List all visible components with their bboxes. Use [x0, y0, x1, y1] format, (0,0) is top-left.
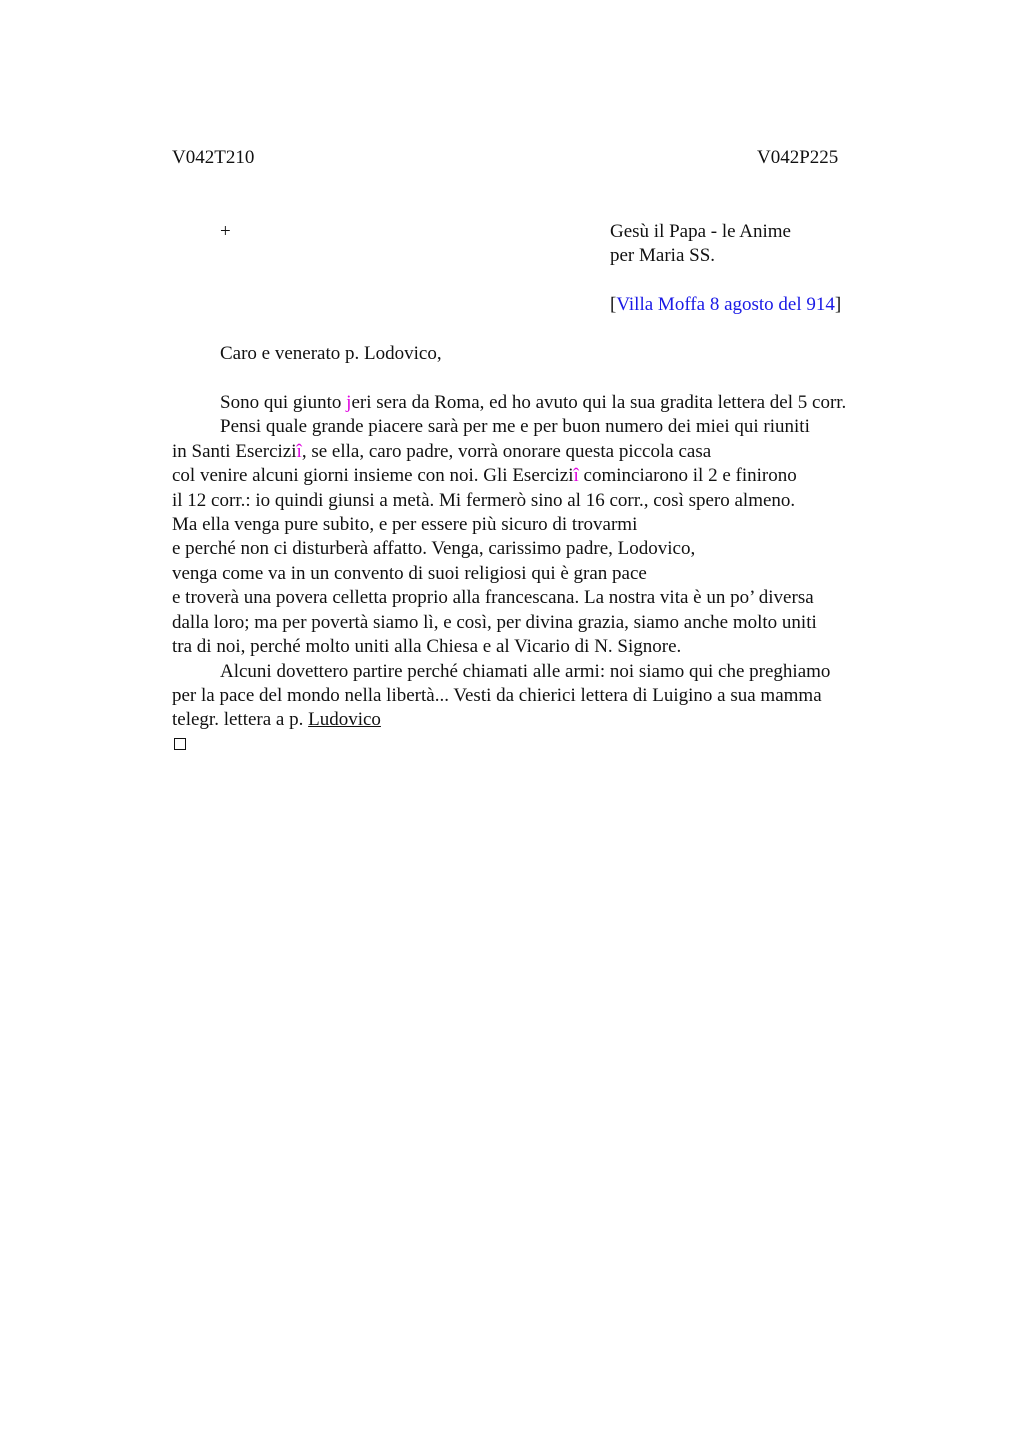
- text-run: eri sera da Roma, ed ho avuto qui la sua gradita lettera del 5 corr.: [351, 392, 847, 413]
- date-bracket-open: [: [610, 294, 617, 315]
- body-line: [220, 391, 846, 415]
- right-code: V042P225: [757, 147, 839, 168]
- underlined-name: Ludovico: [308, 709, 381, 730]
- motto-line-1: Gesù il Papa - le Anime: [610, 221, 791, 242]
- date-text: Villa Moffa 8 agosto del 914: [616, 294, 835, 315]
- annotation-mark: j: [346, 392, 352, 413]
- body-line: dalla loro; ma per povertà siamo lì, e così, per divina grazia, siamo anche molto uniti: [172, 612, 817, 633]
- checkbox-icon: [174, 738, 186, 750]
- body-line: tra di noi, perché molto uniti alla Chiesa e al Vicario di N. Signore.: [172, 636, 682, 657]
- annotation-mark: î: [573, 465, 579, 486]
- body-line: [172, 708, 381, 732]
- body-line: e perché non ci disturberà affatto. Venga, carissimo padre, Lodovico,: [172, 538, 696, 559]
- body-line: [172, 464, 797, 488]
- cross-symbol: +: [220, 221, 231, 242]
- body-line: venga come va in un convento di suoi religiosi qui è gran pace: [172, 563, 647, 584]
- text-run: in Santi Esercizi: [172, 441, 297, 462]
- salutation: Caro e venerato p. Lodovico,: [220, 343, 442, 364]
- text-run: cominciarono il 2 e finirono: [578, 465, 797, 486]
- text-run: , se ella, caro padre, vorrà onorare questa piccola casa: [301, 441, 712, 462]
- motto-line-2: per Maria SS.: [610, 245, 716, 266]
- date-line: [610, 293, 841, 317]
- date-bracket-close: ]: [834, 294, 842, 315]
- annotation-mark: î: [296, 441, 302, 462]
- left-code: V042T210: [172, 147, 255, 168]
- body-line: il 12 corr.: io quindi giunsi a metà. Mi fermerò sino al 16 corr., così spero almeno.: [172, 490, 796, 511]
- body-line: per la pace del mondo nella libertà... Vesti da chierici lettera di Luigino a sua mamma: [172, 685, 822, 706]
- body-line: Ma ella venga pure subito, e per essere più sicuro di trovarmi: [172, 514, 638, 535]
- text-run: col venire alcuni giorni insieme con noi. Gli Esercizi: [172, 465, 574, 486]
- body-line: Pensi quale grande piacere sarà per me e per buon numero dei miei qui riuniti: [220, 416, 810, 437]
- text-run: telegr. lettera a p.: [172, 709, 309, 730]
- body-line: e troverà una povera celletta proprio alla francescana. La nostra vita è un po’ diversa: [172, 587, 814, 608]
- text-run: Sono qui giunto: [220, 392, 347, 413]
- body-line: Alcuni dovettero partire perché chiamati alle armi: noi siamo qui che preghiamo: [220, 661, 831, 682]
- body-line: [172, 440, 711, 464]
